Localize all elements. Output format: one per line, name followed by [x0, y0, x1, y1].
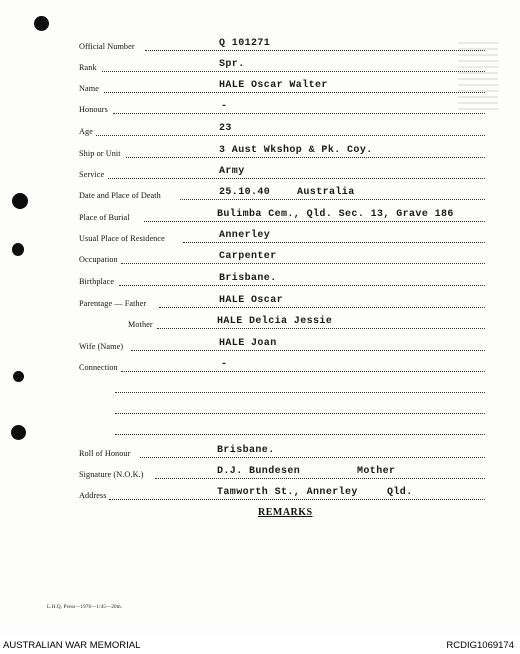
dotted-line	[102, 61, 485, 72]
printer-imprint: L.H.Q. Press—1976—1/45—20m.	[47, 605, 123, 610]
label-place-of-burial: Place of Burial	[79, 213, 130, 222]
field-usual-residence	[0, 230, 520, 248]
dotted-line	[121, 361, 485, 372]
field-rank	[0, 59, 520, 77]
label-official-number: Official Number	[79, 42, 135, 51]
value-roll-of-honour: Brisbane.	[217, 445, 275, 456]
field-birthplace	[0, 273, 520, 291]
value-name: HALE Oscar Walter	[219, 80, 328, 91]
field-honours	[0, 101, 520, 119]
label-date-place-death: Date and Place of Death	[79, 191, 161, 200]
field-occupation	[0, 251, 520, 269]
field-place-of-burial	[0, 209, 520, 227]
label-signature: Signature (N.O.K.)	[79, 470, 144, 479]
blank-line	[115, 403, 485, 414]
field-mother	[0, 316, 520, 334]
label-age: Age	[79, 127, 93, 136]
value-birthplace: Brisbane.	[219, 273, 277, 284]
blank-line	[115, 424, 485, 435]
dotted-line	[96, 125, 485, 136]
remarks-heading: REMARKS	[258, 507, 313, 518]
dotted-line	[121, 253, 485, 264]
dotted-line	[108, 168, 485, 179]
record-id: RCDIG1069174	[446, 640, 514, 651]
field-address	[0, 487, 520, 505]
label-mother: Mother	[128, 320, 153, 329]
label-connection: Connection	[79, 363, 118, 372]
value-wife: HALE Joan	[219, 338, 277, 349]
value-signature: D.J. Bundesen	[217, 466, 301, 477]
value-service: Army	[219, 166, 245, 177]
label-rank: Rank	[79, 63, 97, 72]
label-roll-of-honour: Roll of Honour	[79, 449, 131, 458]
value-occupation: Carpenter	[219, 251, 277, 262]
label-usual-residence: Usual Place of Residence	[79, 234, 165, 243]
field-wife	[0, 338, 520, 356]
value-connection: -	[221, 359, 228, 370]
value-father: HALE Oscar	[219, 295, 284, 306]
punch-hole-bottom	[11, 425, 26, 440]
value-rank: Spr.	[219, 59, 245, 70]
value-mother: HALE Delcia Jessie	[217, 316, 333, 327]
value-usual-residence: Annerley	[219, 230, 271, 241]
field-date-place-death	[0, 187, 520, 205]
value-honours: -	[221, 101, 228, 112]
dotted-line	[119, 275, 485, 286]
field-age	[0, 123, 520, 141]
dotted-line	[131, 340, 485, 351]
label-service: Service	[79, 170, 105, 179]
value-official-number: Q 101271	[219, 38, 271, 49]
dotted-line	[155, 468, 485, 479]
label-address: Address	[79, 491, 107, 500]
field-service	[0, 166, 520, 184]
field-connection	[0, 359, 520, 377]
dotted-line	[113, 103, 485, 114]
value-place-of-burial: Bulimba Cem., Qld. Sec. 13, Grave 186	[217, 209, 454, 220]
field-official-number	[0, 38, 520, 56]
value-death-date: 25.10.40	[219, 187, 271, 198]
label-ship-or-unit: Ship or Unit	[79, 149, 121, 158]
value-signature-relation: Mother	[357, 466, 396, 477]
label-father: Parentage — Father	[79, 299, 147, 308]
field-ship-or-unit	[0, 145, 520, 163]
label-birthplace: Birthplace	[79, 277, 115, 286]
value-address-state: Qld.	[387, 487, 413, 498]
label-honours: Honours	[79, 105, 108, 114]
dotted-line	[159, 297, 485, 308]
value-address: Tamworth St., Annerley	[217, 487, 358, 498]
value-ship-or-unit: 3 Aust Wkshop & Pk. Coy.	[219, 145, 373, 156]
blank-line	[115, 382, 485, 393]
archive-name: AUSTRALIAN WAR MEMORIAL	[3, 640, 141, 651]
field-signature	[0, 466, 520, 484]
field-name	[0, 80, 520, 98]
dotted-line	[140, 447, 485, 458]
label-name: Name	[79, 84, 99, 93]
value-death-place: Australia	[297, 187, 355, 198]
label-wife: Wife (Name)	[79, 342, 124, 351]
field-roll-of-honour	[0, 445, 520, 463]
punch-hole-top	[34, 16, 49, 31]
value-age: 23	[219, 123, 232, 134]
label-occupation: Occupation	[79, 255, 118, 264]
dotted-line	[145, 40, 485, 51]
archive-footer	[0, 636, 520, 654]
field-father	[0, 295, 520, 313]
